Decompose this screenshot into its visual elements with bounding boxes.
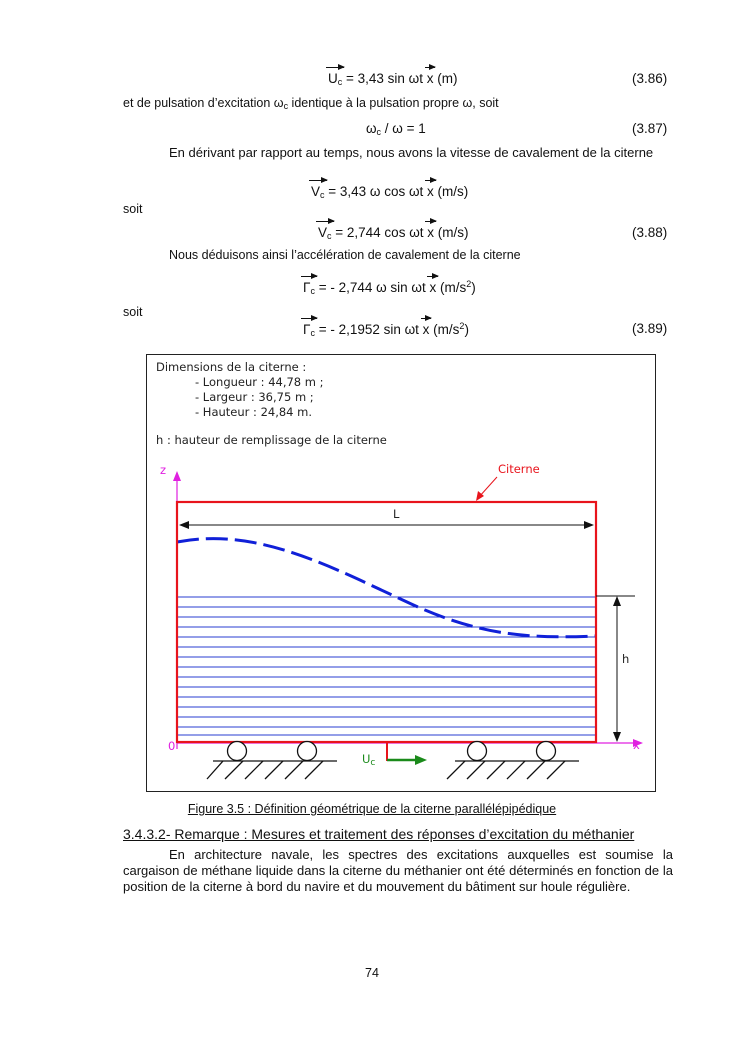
vector-symbol: $\Gamma_c$ (303, 280, 315, 296)
vector-x: x (429, 280, 437, 295)
figure-tank-diagram (146, 354, 656, 792)
dimension-length: - Longueur : 44,78 m ; (195, 375, 324, 389)
fill-lines (177, 597, 596, 735)
tank-outline (177, 502, 596, 742)
uc-label: $U_c$ (362, 752, 376, 768)
dimension-height: - Hauteur : 24,84 m. (195, 405, 313, 419)
vector-x: x (427, 225, 434, 240)
vector-symbol: $V_c$ (318, 225, 332, 241)
free-surface-wave (177, 539, 596, 637)
text-line: Nous déduisons ainsi l’accélération de cavalement de la citerne (169, 248, 521, 262)
citerne-label: Citerne (498, 462, 540, 476)
wheels (228, 742, 556, 761)
z-axis-arrowhead (173, 471, 181, 481)
equation-number: (3.88) (632, 225, 668, 240)
equation-acceleration: $\Gamma_c$ = - 2,744 ω sin ωt x $(m/s^2)$ (303, 279, 476, 296)
text-line: et de pulsation d’excitation $\omega_c$ identique à la pulsation propre ω, soit (123, 96, 499, 111)
figure-caption: Figure 3.5 : Définition géométrique de la citerne parallélépipédique (187, 802, 557, 816)
text-soit: soit (123, 305, 143, 319)
equation-3-88: $V_c = 2,744$ cos ωt x (m/s) (318, 225, 469, 241)
vector-x: x (426, 71, 434, 86)
page-number: 74 (365, 966, 379, 980)
text-soit: soit (123, 202, 143, 216)
vector-x: x (422, 322, 430, 337)
vector-symbol: $V_c$ (311, 184, 325, 200)
vector-symbol: $\Gamma_c$ (303, 322, 315, 338)
equation-3-86: $U_c = 3,43$ sin ωt x (m) (328, 71, 458, 87)
ground-supports (207, 761, 579, 779)
equation-number: (3.89) (632, 321, 668, 336)
paragraph-final: En architecture navale, les spectres des excitations auxquelles est soumise la cargaison de méthane liquide dans la citerne du méthanier ont été déterminés en fonction de la position de la citerne à bord du navire et du mouvement du bâtiment sur houle régulière. (123, 847, 673, 894)
equation-number: (3.87) (632, 121, 668, 136)
x-label: x (633, 738, 640, 752)
paragraph: En dérivant par rapport au temps, nous avons la vitesse de cavalement de la citerne (169, 145, 654, 160)
vector-symbol: $U_c$ (328, 71, 343, 87)
equation-3-89: $\Gamma_c$ = - 2,1952 sin ωt x $(m/s^2)$ (303, 321, 469, 338)
equation-velocity: $V_c = 3,43$ ω cos ωt x (m/s) (311, 184, 469, 200)
equation-number: (3.86) (632, 71, 668, 86)
origin-label: 0 (168, 739, 176, 753)
vector-x: x (427, 184, 434, 199)
dimension-width: - Largeur : 36,75 m ; (195, 390, 314, 404)
L-label: L (393, 507, 400, 521)
tank-drawing (147, 355, 655, 791)
citerne-pointer (479, 477, 497, 497)
section-heading: 3.4.3.2- Remarque : Mesures et traitement des réponses d’excitation du méthanier (123, 826, 635, 842)
h-legend: h : hauteur de remplissage de la citerne (156, 433, 387, 447)
equation-3-87: $\omega_c / \omega = 1$ (366, 121, 426, 137)
z-label: z (160, 463, 167, 477)
h-label: h (622, 652, 630, 666)
dimensions-title: Dimensions de la citerne : (156, 360, 307, 374)
